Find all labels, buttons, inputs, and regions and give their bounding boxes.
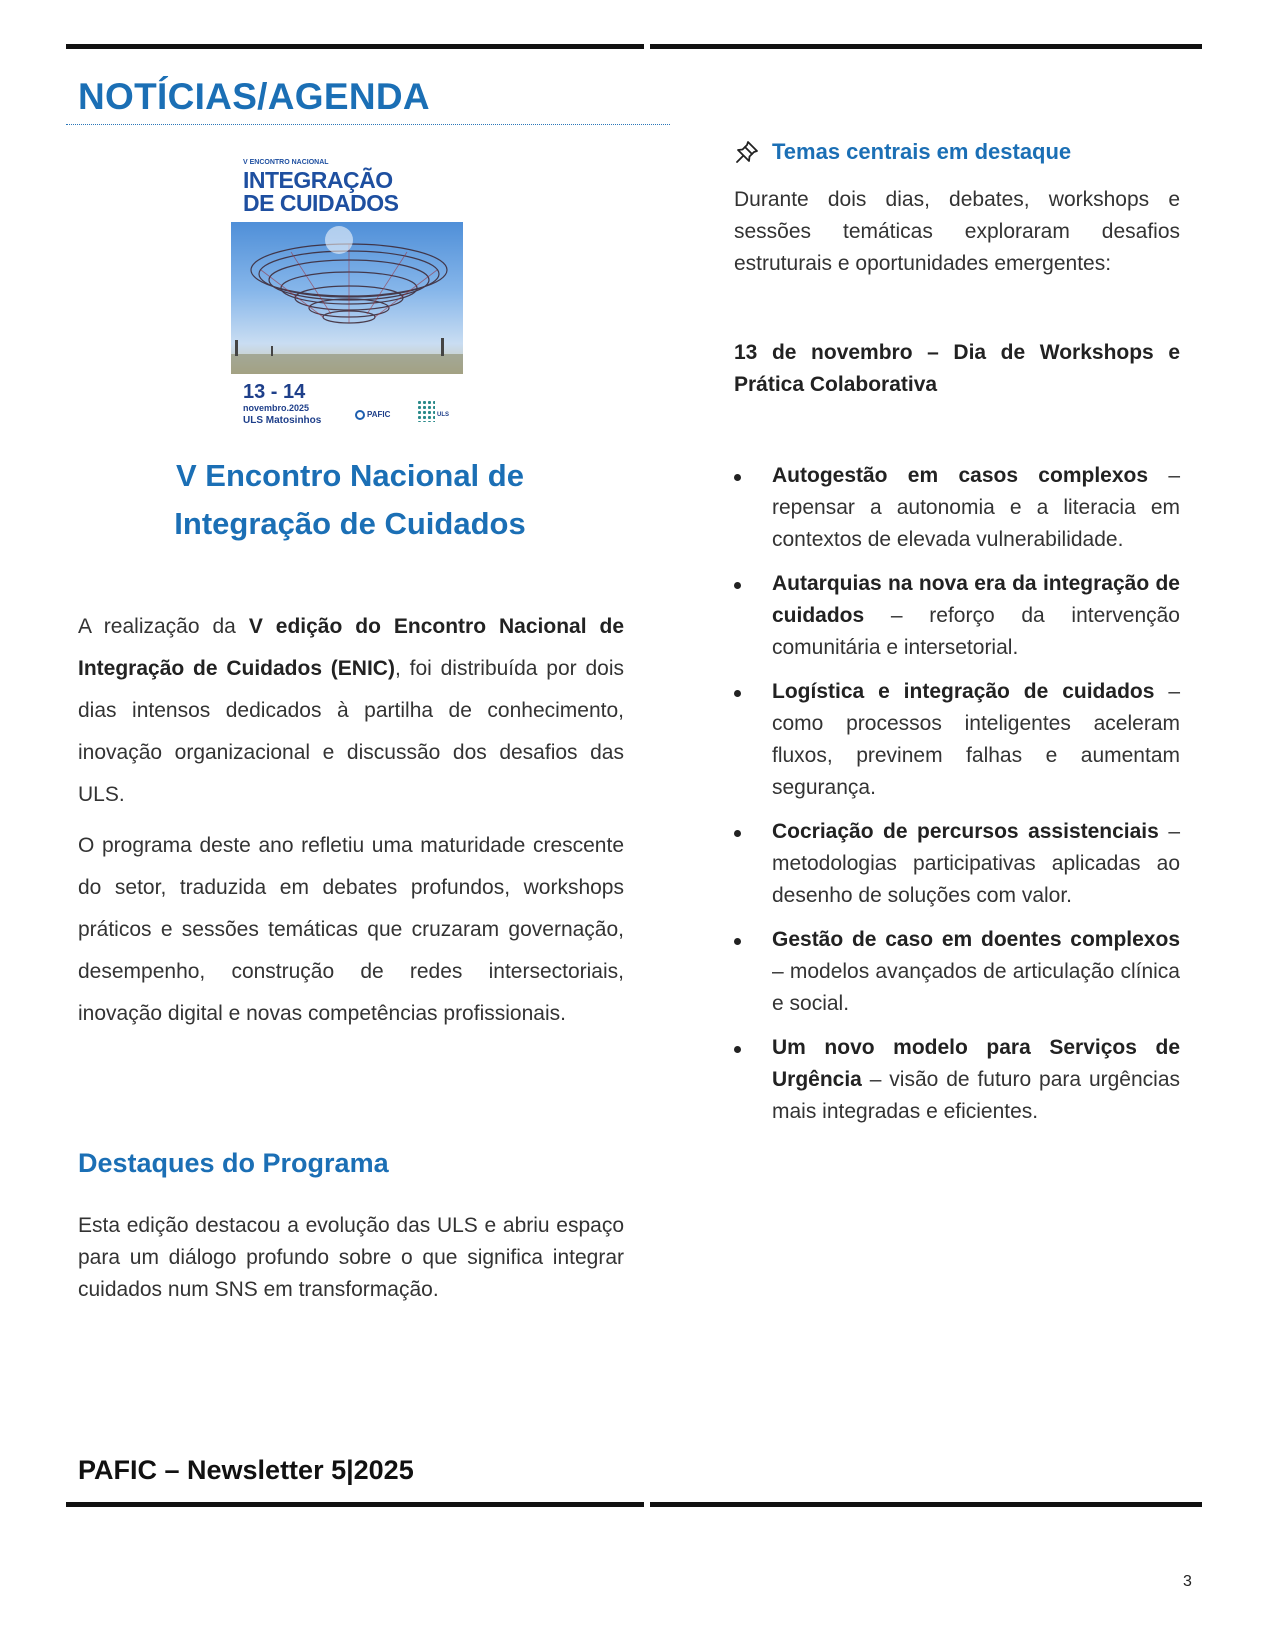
bullet-icon (734, 474, 741, 481)
pushpin-icon (734, 139, 760, 165)
uls-logo-text: ULS (437, 412, 449, 418)
poster-venue: ULS Matosinhos (243, 415, 322, 426)
list-item: Gestão de caso em doentes complexos – modelos avançados de articulação clínica e social. (734, 924, 1180, 1020)
themes-bullet-list (734, 460, 1180, 1140)
poster-kicker: V ENCONTRO NACIONAL (243, 159, 329, 166)
program-highlights-heading: Destaques do Programa (78, 1148, 389, 1178)
page-number: 3 (1183, 1573, 1192, 1590)
top-rule (66, 44, 1202, 49)
themes-intro: Durante dois dias, debates, workshops e sessões temáticas exploraram desafios estruturais e oportunidades emergentes: (734, 188, 1180, 275)
event-title: V Encontro Nacional de Integração de Cuidados (174, 458, 526, 541)
list-item: Autogestão em casos complexos – repensar a autonomia e a literacia em contextos de elevada vulnerabilidade. (734, 460, 1180, 556)
poster-dates: 13 - 14 (243, 381, 306, 403)
bullet-icon (734, 830, 741, 837)
list-item: Autarquias na nova era da integração de cuidados – reforço da intervenção comunitária e intersetorial. (734, 568, 1180, 664)
poster-photo (231, 222, 463, 374)
bullet-icon (734, 690, 741, 697)
title-dotted-divider (66, 124, 670, 125)
poster-title: INTEGRAÇÃO DE CUIDADOS (243, 167, 399, 216)
uls-logo-icon (417, 400, 435, 422)
highlights-paragraph: Esta edição destacou a evolução das ULS e abriu espaço para um diálogo profundo sobre o que significa integrar cuidados num SNS em transformação. (78, 1214, 624, 1301)
event-poster-image (231, 156, 463, 432)
intro-paragraph: A realização da V edição do Encontro Nacional de Integração de Cuidados (ENIC), foi distribuída por dois dias intensos dedicados à partilha de conhecimento, inovação organizacional e discussão dos desafios das ULS. (78, 615, 624, 806)
list-item: Logística e integração de cuidados – como processos inteligentes aceleram fluxos, previnem falhas e aumentam segurança. (734, 676, 1180, 804)
bullet-icon (734, 938, 741, 945)
day-heading: 13 de novembro – Dia de Workshops e Prática Colaborativa (734, 341, 1180, 396)
pafic-logo: PAFIC (355, 410, 390, 420)
list-item: Cocriação de percursos assistenciais – metodologias participativas aplicadas ao desenho de soluções com valor. (734, 816, 1180, 912)
program-paragraph: O programa deste ano refletiu uma maturidade crescente do setor, traduzida em debates profundos, workshops práticos e sessões temáticas que cruzaram governação, desempenho, construção de redes intersectoriais, inovação digital e novas competências profissionais. (78, 834, 624, 1025)
themes-heading: Temas centrais em destaque (734, 139, 1071, 165)
section-title: NOTÍCIAS/AGENDA (78, 76, 430, 117)
newsletter-footer: PAFIC – Newsletter 5|2025 (78, 1455, 414, 1485)
bullet-icon (734, 1046, 741, 1053)
bottom-rule (66, 1502, 1202, 1507)
list-item: Um novo modelo para Serviços de Urgência – visão de futuro para urgências mais integradas e eficientes. (734, 1032, 1180, 1128)
poster-month: novembro.2025 (243, 403, 310, 413)
bullet-icon (734, 582, 741, 589)
